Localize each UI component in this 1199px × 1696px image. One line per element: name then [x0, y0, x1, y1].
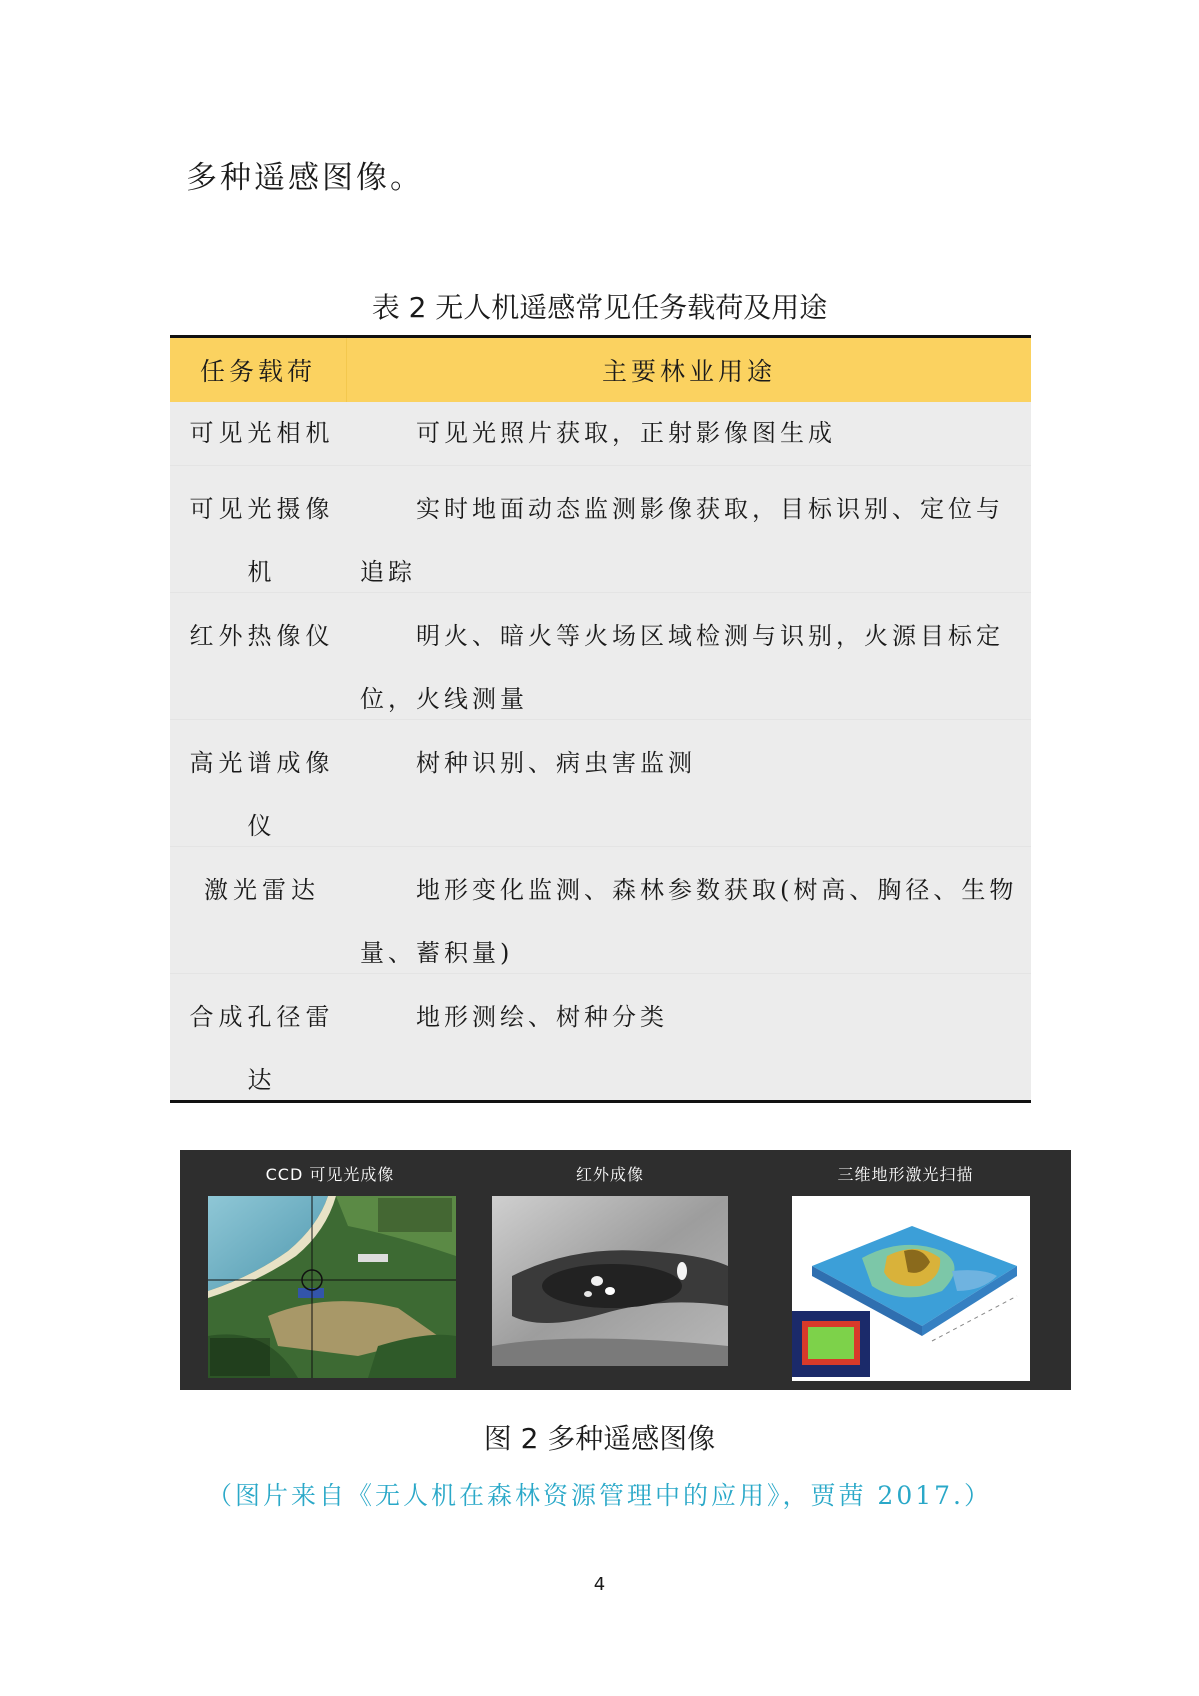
infrared-label: 红外成像 [575, 1165, 644, 1184]
use-cell: 实时地面动态监测影像获取，目标识别、定位与追踪 [360, 495, 1004, 586]
use-cell: 可见光照片获取，正射影像图生成 [416, 419, 836, 447]
header-payload: 任务载荷 [170, 338, 347, 402]
page-number: 4 [593, 1574, 606, 1595]
table-title: 表 2 无人机遥感常见任务载荷及用途 [371, 291, 828, 324]
ccd-label: CCD 可见光成像 [265, 1165, 395, 1184]
use-cell: 树种识别、病虫害监测 [416, 749, 696, 777]
intro-text: 多种遥感图像。 [186, 160, 424, 196]
infrared-image [492, 1196, 728, 1366]
use-cell: 地形变化监测、森林参数获取(树高、胸径、生物量、蓄积量) [360, 876, 1018, 967]
ccd-visible-image [208, 1196, 456, 1378]
use-cell: 明火、暗火等火场区域检测与识别，火源目标定位，火线测量 [360, 622, 1004, 713]
figure-source: （图片来自《无人机在森林资源管理中的应用》，贾茜 2017.） [206, 1481, 993, 1510]
table-row [170, 720, 1031, 847]
table-row [170, 974, 1031, 1100]
table-row [170, 593, 1031, 720]
payload-cell: 合成孔径雷达 [189, 1003, 335, 1094]
table-header [170, 338, 1031, 402]
payload-table [170, 335, 1031, 1103]
payload-cell: 激光雷达 [204, 876, 320, 904]
table-row [170, 402, 1031, 466]
ccd-panel [180, 1150, 480, 1390]
payload-cell: 可见光相机 [189, 419, 335, 447]
infrared-panel [480, 1150, 740, 1390]
payload-cell: 红外热像仪 [189, 622, 335, 650]
payload-cell: 高光谱成像仪 [189, 749, 335, 840]
remote-sensing-figure [180, 1150, 1071, 1390]
table-row [170, 847, 1031, 974]
lidar-label: 三维地形激光扫描 [837, 1165, 974, 1184]
lidar-terrain-image [792, 1196, 1030, 1381]
lidar-panel [740, 1150, 1071, 1390]
header-use: 主要林业用途 [601, 357, 776, 386]
payload-cell: 可见光摄像机 [189, 495, 335, 586]
table-row [170, 466, 1031, 593]
use-cell: 地形测绘、树种分类 [416, 1003, 668, 1031]
figure-caption: 图 2 多种遥感图像 [483, 1422, 716, 1455]
